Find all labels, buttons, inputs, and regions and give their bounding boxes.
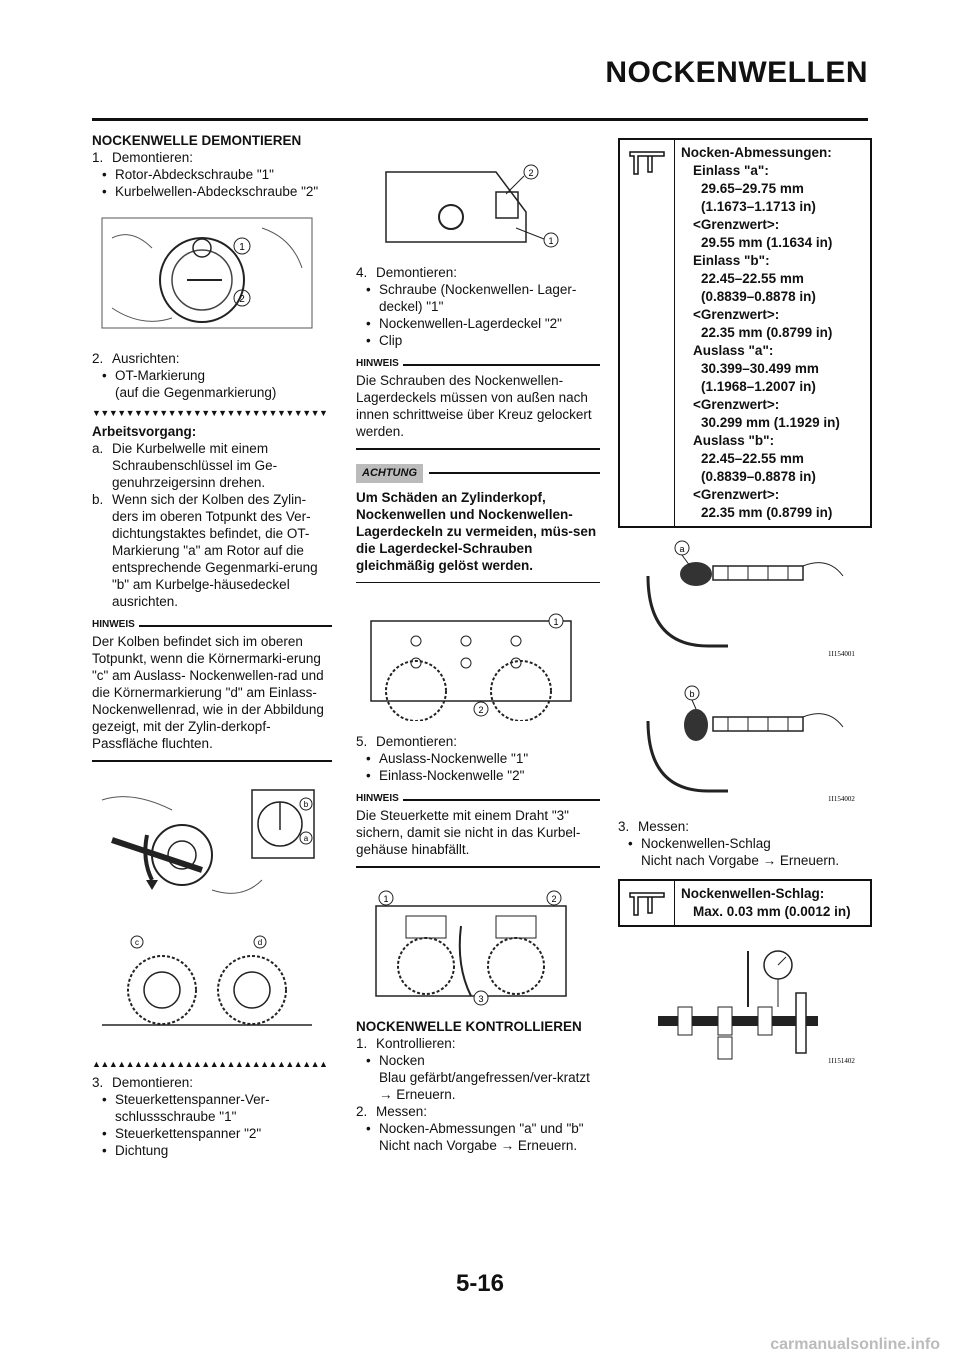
step-text: Demontieren:: [376, 734, 458, 749]
note-label: HINWEIS: [356, 793, 399, 804]
bullet-text: Nockenwellen-Schlag: [641, 836, 771, 851]
svg-text:a: a: [303, 833, 309, 843]
label-a: a: [679, 544, 685, 554]
step-3: [92, 1074, 332, 1091]
bullet-icon: •: [102, 167, 107, 182]
step-number: 3.: [92, 1074, 104, 1090]
spec-line: Einlass "b":: [693, 253, 770, 268]
bullet-icon: •: [102, 184, 107, 199]
label-b: b: [689, 689, 695, 699]
spec-line: 22.35 mm (0.8799 in): [701, 325, 833, 340]
spec-line: 30.299 mm (1.1929 in): [701, 415, 840, 430]
spec-title: Nocken-Abmessungen:: [681, 145, 832, 160]
spec-line: (1.1968–1.2007 in): [701, 379, 816, 394]
watermark: carmanualsonline.info: [770, 1336, 940, 1353]
triangle-down-row-icon: ▼▼▼▼▼▼▼▼▼▼▼▼▼▼▼▼▼▼▼▼▼▼▼▼▼▼▼▼: [92, 408, 328, 418]
bullet-subtext: Nicht nach Vorgabe → Erneuern.: [641, 853, 840, 868]
caution-divider: [356, 582, 600, 584]
bullet-text: Schraube (Nockenwellen- Lager-deckel) "1": [379, 282, 577, 314]
spec-line: 22.45–22.55 mm: [701, 451, 804, 466]
check-step-2: [356, 1103, 600, 1120]
bullet-subtext: Nicht nach Vorgabe → Erneuern.: [379, 1137, 578, 1153]
spec-line: Max. 0.03 mm (0.0012 in): [693, 904, 851, 919]
svg-text:1: 1: [239, 242, 245, 253]
caliper-icon: [620, 881, 675, 925]
bullet-text: OT-Markierung: [115, 368, 206, 383]
svg-text:3: 3: [478, 993, 484, 1004]
bullet-text: Steuerkettenspanner-Ver-schlussschraube "1": [115, 1091, 270, 1124]
bullet-item: [356, 332, 600, 349]
measure-step-3: [618, 818, 872, 835]
spec-box-cam-dimensions: [618, 138, 872, 528]
step-text: Demontieren:: [112, 150, 194, 165]
bullet-text: Nockenwellen-Lagerdeckel "2": [379, 316, 562, 331]
caution-text: Um Schäden an Zylinderkopf, Nockenwellen und Nockenwellen-Lagerdeckeln zu vermeiden, müs-sen die Lagerdeckel-Schrauben gleichmäßig gelöst werden.: [356, 489, 597, 573]
step-text: Kontrollieren:: [376, 1035, 456, 1051]
step-number: 1.: [356, 1035, 368, 1051]
item-letter: a.: [92, 441, 104, 456]
bullet-icon: •: [102, 1125, 107, 1141]
bullet-icon: •: [102, 1142, 107, 1158]
note-header: [356, 790, 600, 807]
spec-line: 29.55 mm (1.1634 in): [701, 235, 833, 250]
runout-gauge-illustration: [618, 941, 858, 1071]
bullet-text: Nocken: [379, 1052, 425, 1068]
bullet-item: [356, 1052, 600, 1069]
ot-marking-illustration: [92, 780, 322, 910]
section-heading: NOCKENWELLE KONTROLLIEREN: [356, 1018, 582, 1034]
header-rule: [92, 118, 868, 121]
svg-text:c: c: [135, 937, 139, 947]
step-5: [356, 733, 600, 750]
spec-line: (0.8839–0.8878 in): [701, 469, 816, 484]
micrometer-a-illustration: [618, 536, 858, 661]
bullet-icon: •: [366, 1120, 371, 1136]
bullet-text: Clip: [379, 333, 403, 348]
bullet-icon: •: [102, 368, 107, 383]
svg-text:1: 1: [553, 617, 559, 627]
note-header: [356, 355, 600, 372]
bullet-text: Auslass-Nockenwelle "1": [379, 751, 529, 766]
bullet-text: Steuerkettenspanner "2": [115, 1125, 262, 1141]
note-label: HINWEIS: [92, 619, 135, 630]
bullet-item: [92, 1142, 332, 1159]
column-2: [356, 132, 600, 1154]
column-3: [618, 132, 872, 1083]
step-number: 1.: [92, 150, 104, 165]
bullet-text: Einlass-Nockenwelle "2": [379, 768, 525, 783]
bullet-text: Dichtung: [115, 1142, 169, 1158]
spec-title: Nockenwellen-Schlag:: [681, 886, 825, 901]
bullet-item: [356, 281, 600, 315]
spec-line: Auslass "b":: [693, 433, 775, 448]
bullet-icon: •: [102, 1091, 107, 1107]
caliper-icon: [620, 140, 675, 526]
caution-header: [356, 464, 600, 483]
bullet-item: [356, 1120, 600, 1137]
svg-text:d: d: [257, 937, 263, 947]
bullet-icon: •: [366, 1052, 371, 1068]
spec-line: 22.45–22.55 mm: [701, 271, 804, 286]
note-divider: [356, 448, 600, 450]
step-text: Messen:: [638, 819, 690, 834]
spec-line: Auslass "a":: [693, 343, 774, 358]
step-number: 4.: [356, 265, 368, 280]
chain-tensioner-illustration: [356, 132, 586, 252]
item-letter: b.: [92, 492, 104, 507]
page-number: 5-16: [455, 1270, 505, 1297]
rotor-cover-illustration: [92, 208, 322, 338]
spec-line: <Grenzwert>:: [693, 397, 780, 412]
bullet-text: Kurbelwellen-Abdeckschraube "2": [115, 184, 319, 199]
svg-text:1: 1: [383, 893, 389, 904]
bullet-item: [356, 767, 600, 784]
procedure-heading: Arbeitsvorgang:: [92, 424, 197, 439]
spec-line: <Grenzwert>:: [693, 307, 780, 322]
note-divider: [356, 866, 600, 868]
bullet-icon: •: [366, 768, 371, 783]
bullet-item: [618, 835, 872, 852]
step-text: Messen:: [376, 1103, 428, 1119]
bullet-icon: •: [628, 836, 633, 851]
bullet-text: Nocken-Abmessungen "a" und "b": [379, 1120, 584, 1136]
bullet-icon: •: [366, 751, 371, 766]
note-header: [92, 616, 332, 633]
bullet-icon: •: [366, 282, 371, 297]
step-text: Demontieren:: [112, 1074, 194, 1090]
svg-text:b: b: [303, 799, 309, 809]
step-text: Ausrichten:: [112, 351, 180, 366]
step-text: Demontieren:: [376, 265, 458, 280]
bullet-item: [92, 1125, 332, 1142]
svg-text:2: 2: [239, 294, 245, 305]
spec-line: Einlass "a":: [693, 163, 769, 178]
item-text: Die Kurbelwelle mit einem Schraubenschlüssel im Ge-genuhrzeigersinn drehen.: [112, 441, 278, 490]
bullet-item: [92, 367, 332, 384]
page-title: NOCKENWELLEN: [605, 56, 868, 89]
spec-box-runout: [618, 879, 872, 927]
note-label: HINWEIS: [356, 358, 399, 369]
spec-line: (0.8839–0.8878 in): [701, 289, 816, 304]
svg-text:2: 2: [528, 168, 534, 178]
column-1: [92, 132, 332, 1159]
svg-text:2: 2: [551, 893, 557, 904]
bullet-item: [356, 750, 600, 767]
note-text: Die Steuerkette mit einem Draht "3" sichern, damit sie nicht in das Kurbel-gehäuse hinabfällt.: [356, 808, 581, 857]
figure-code: 1I154001: [828, 650, 855, 658]
step-4: [356, 264, 600, 281]
step-1: [92, 149, 332, 166]
note-text: Die Schrauben des Nockenwellen-Lagerdeckels müssen von außen nach innen schrittweise über Kreuz gelockert werden.: [356, 373, 592, 439]
spec-line: 30.399–30.499 mm: [701, 361, 819, 376]
camshaft-sprocket-illustration: [92, 930, 322, 1040]
camshaft-caps-illustration: [356, 601, 586, 721]
caution-badge: ACHTUNG: [356, 464, 423, 483]
bullet-icon: •: [366, 333, 371, 348]
check-step-1: [356, 1035, 600, 1052]
step-number: 2.: [356, 1103, 368, 1119]
bullet-icon: •: [366, 316, 371, 331]
spec-line: 29.65–29.75 mm: [701, 181, 804, 196]
micrometer-b-illustration: [618, 681, 858, 806]
step-number: 2.: [92, 351, 104, 366]
bullet-text: Rotor-Abdeckschraube "1": [115, 167, 274, 182]
step-2: [92, 350, 332, 367]
bullet-item: [356, 315, 600, 332]
bullet-subtext: (auf die Gegenmarkierung): [115, 385, 277, 400]
svg-text:2: 2: [478, 705, 484, 715]
figure-code: 1I154002: [828, 795, 855, 803]
note-divider: [92, 760, 332, 762]
note-text: Der Kolben befindet sich im oberen Totpunkt, wenn die Körnermarki-erung "c" am Auslass- Nockenwellen-rad und die Körnermarkierung "d" am Einlass- Nockenwellenrad, wie in der Abbildung gezeigt, mit der Zylin-derkopf- Passfläche fluchten.: [92, 634, 324, 751]
bullet-item: [92, 1091, 332, 1125]
camshaft-removal-illustration: [356, 886, 586, 1006]
step-number: 5.: [356, 734, 368, 749]
spec-line: (1.1673–1.1713 in): [701, 199, 816, 214]
bullet-item: [92, 183, 332, 200]
bullet-subtext: Blau gefärbt/angefressen/ver-kratzt → Erneuern.: [379, 1069, 590, 1102]
procedure-a: [92, 440, 332, 491]
spec-line: <Grenzwert>:: [693, 487, 780, 502]
spec-line: 22.35 mm (0.8799 in): [701, 505, 833, 520]
step-number: 3.: [618, 819, 630, 834]
procedure-b: [92, 491, 332, 610]
spec-line: <Grenzwert>:: [693, 217, 780, 232]
section-heading: NOCKENWELLE DEMONTIEREN: [92, 133, 302, 148]
svg-text:1: 1: [548, 236, 554, 246]
triangle-up-row-icon: ▲▲▲▲▲▲▲▲▲▲▲▲▲▲▲▲▲▲▲▲▲▲▲▲▲▲▲▲: [92, 1058, 328, 1069]
item-text: Wenn sich der Kolben des Zylin-ders im oberen Totpunkt des Ver-dichtungstaktes befindet, die OT-Markierung "a" am Rotor auf die entsprechende Gegenmarki-erung "b" am Kurbelge-häusedeckel ausrichten.: [112, 492, 318, 609]
figure-code: 1I151402: [828, 1057, 855, 1065]
bullet-item: [92, 166, 332, 183]
